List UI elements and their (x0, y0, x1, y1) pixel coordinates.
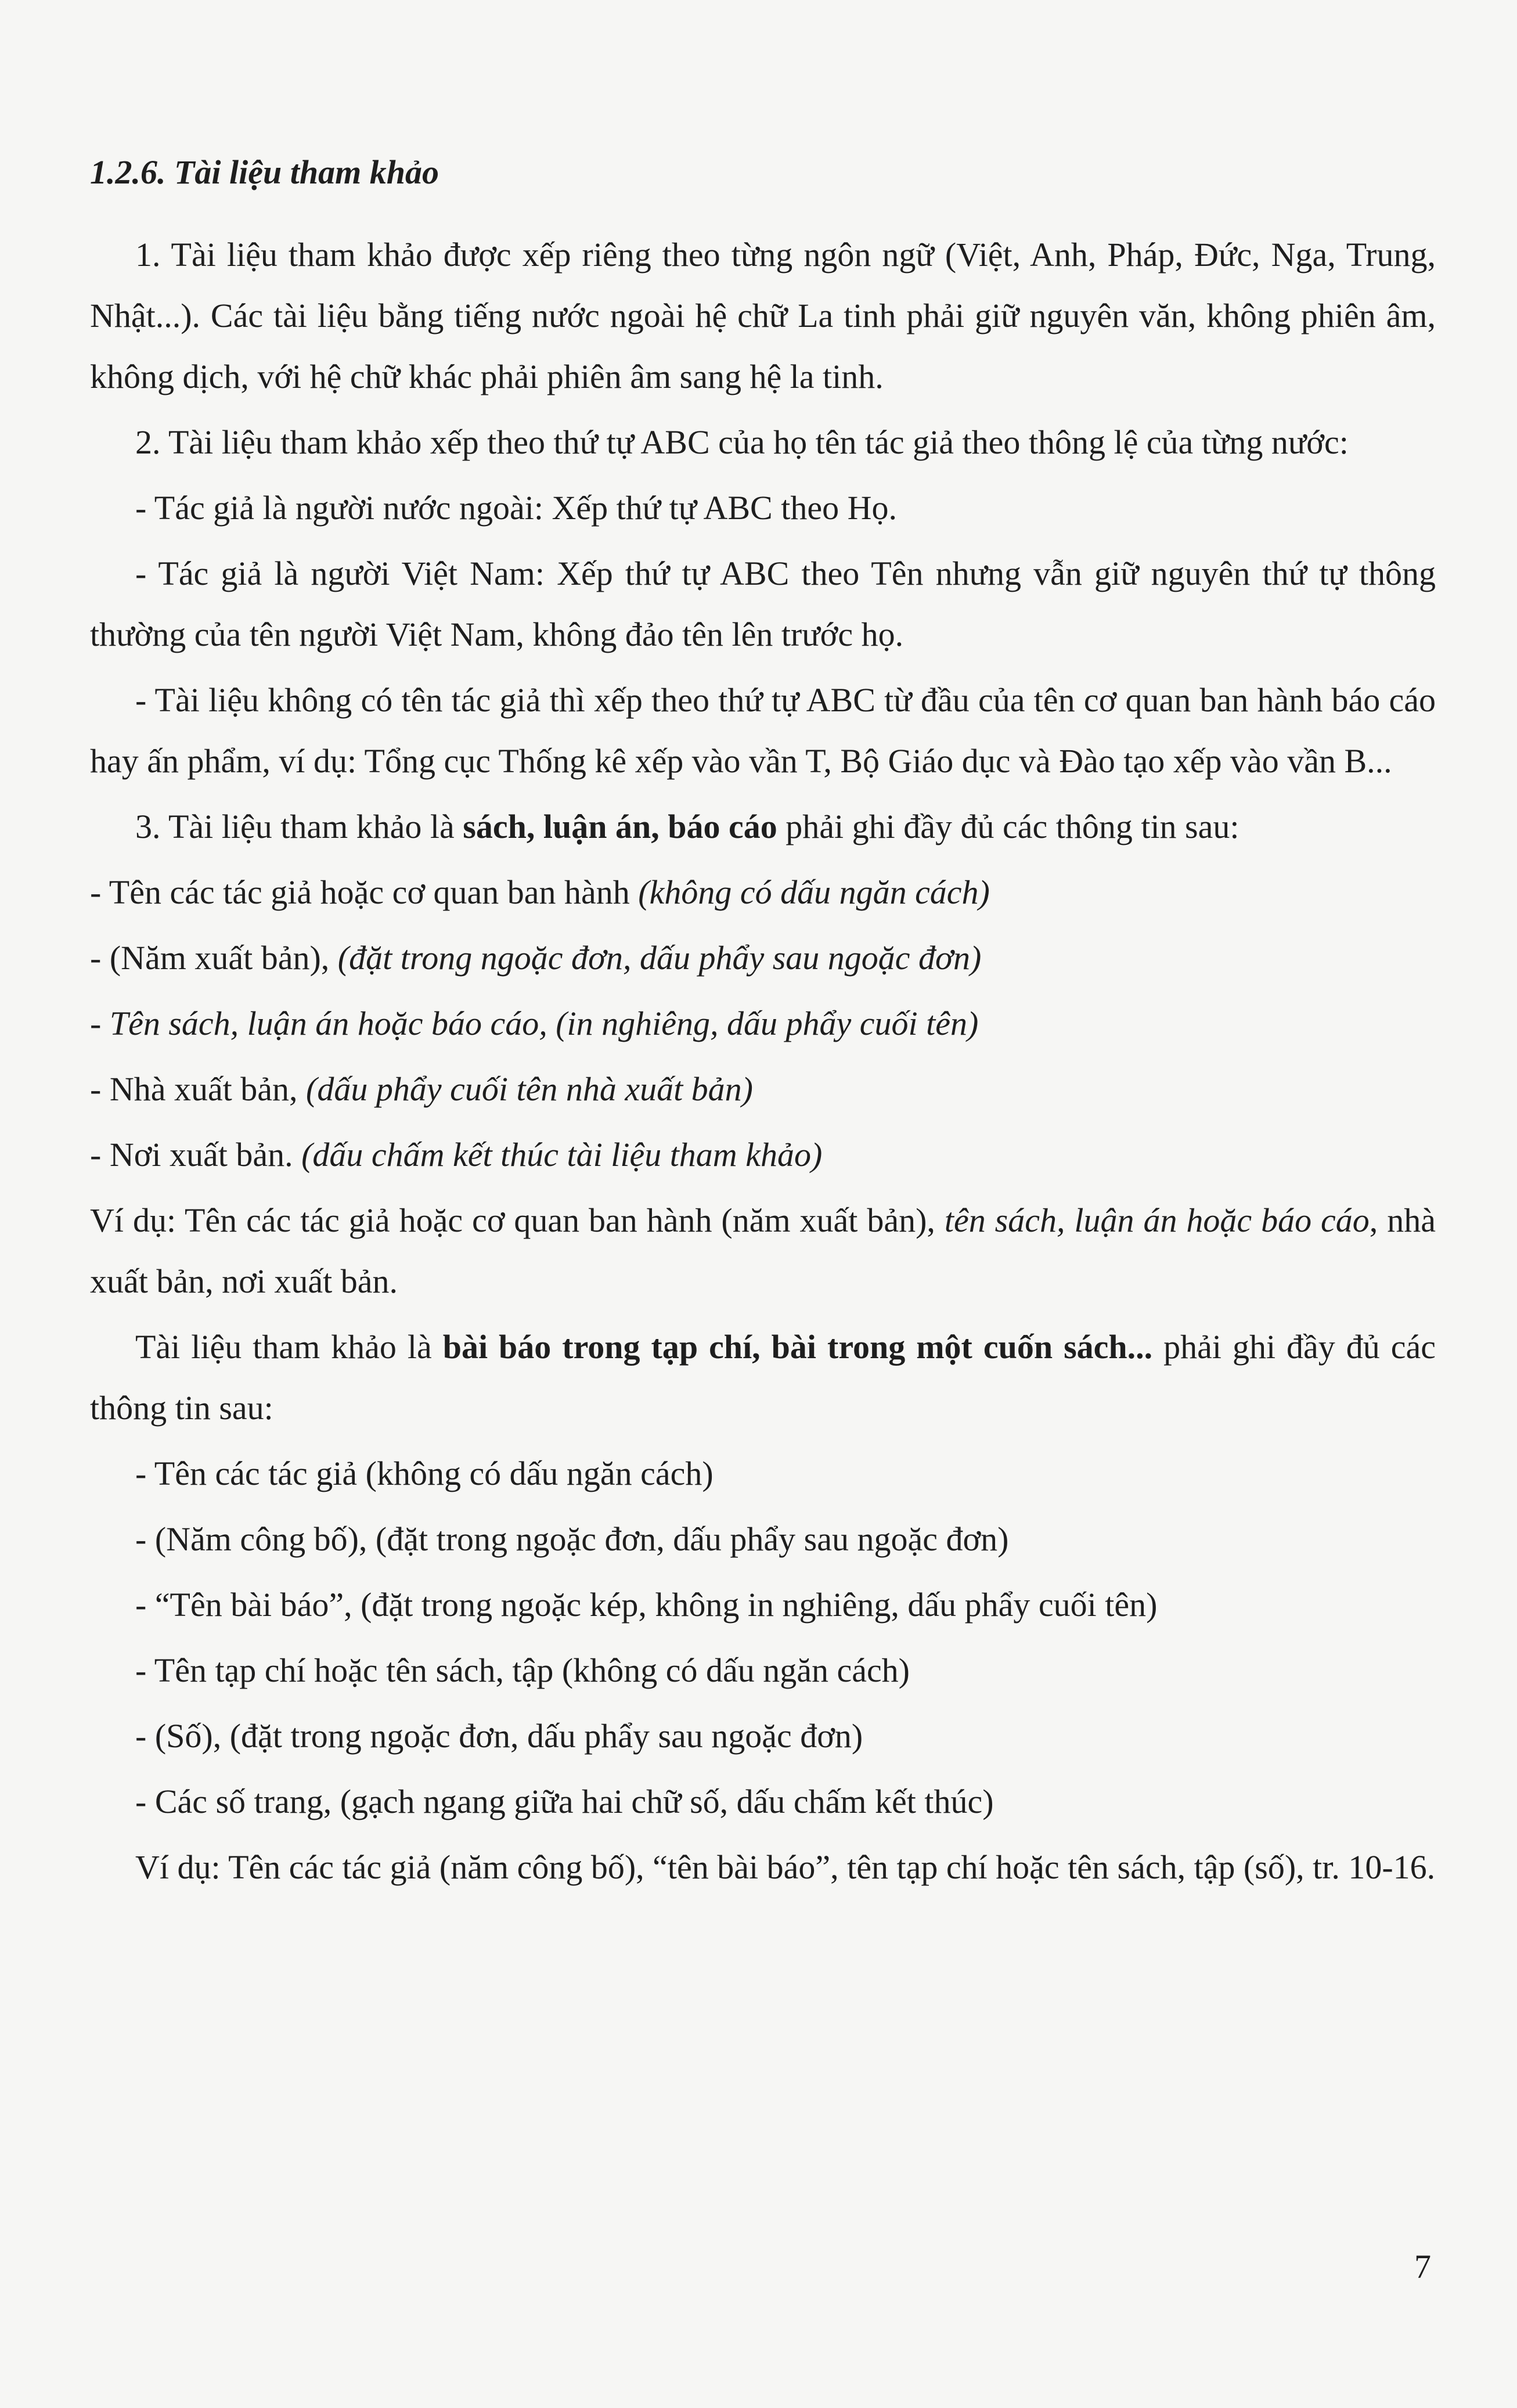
text-run: 3. Tài liệu tham khảo là (135, 807, 463, 845)
text-run: Tài liệu tham khảo là (135, 1327, 443, 1366)
paragraph-1: 1. Tài liệu tham khảo được xếp riêng theo từng ngôn ngữ (Việt, Anh, Pháp, Đức, Nga, Trung, Nhật...). Các tài liệu bằng tiếng nước ngoài hệ chữ La tinh phải giữ nguyên văn, không phiên âm, không dịch, với hệ chữ khác phải phiên âm sang hệ la tinh. (90, 235, 1436, 395)
list-item (90, 927, 1436, 988)
text-run: - Nơi xuất bản. (90, 1135, 302, 1174)
section-heading: 1.2.6. Tài liệu tham khảo (90, 153, 439, 191)
list-item (90, 1059, 1436, 1120)
list-item: - (Năm công bố), (đặt trong ngoặc đơn, dấu phẩy sau ngoặc đơn) (135, 1520, 1009, 1558)
italic-text: (đặt trong ngoặc đơn, dấu phẩy sau ngoặc đơn) (337, 938, 982, 977)
italic-text: Tên sách, luận án hoặc báo cáo, (in nghiêng, dấu phẩy cuối tên) (109, 1004, 979, 1042)
list-item: - Tác giả là người nước ngoài: Xếp thứ tự ABC theo Họ. (135, 488, 897, 527)
text-run: - (90, 1004, 110, 1042)
text-run: - Tên các tác giả hoặc cơ quan ban hành (90, 873, 639, 911)
example-1 (90, 1190, 1436, 1312)
text-run: - (Năm xuất bản), (90, 938, 338, 977)
text-run: - Nhà xuất bản, (90, 1070, 307, 1108)
page-number: 7 (1414, 2248, 1431, 2285)
paragraph-4 (90, 1316, 1436, 1438)
list-item (90, 1124, 1436, 1185)
text-run: , nhà xuất bản, nơi xuất bản. (90, 1201, 1436, 1300)
paragraph-3 (90, 796, 1436, 857)
example-2: Ví dụ: Tên các tác giả (năm công bố), “tên bài báo”, tên tạp chí hoặc tên sách, tập (số), tr. 10-16. (135, 1848, 1436, 1886)
list-item: - Tên các tác giả (không có dấu ngăn cách) (135, 1454, 714, 1492)
italic-text: tên sách, luận án hoặc báo cáo (944, 1201, 1370, 1239)
italic-text: (dấu chấm kết thúc tài liệu tham khảo) (301, 1135, 823, 1174)
list-item (90, 993, 1436, 1054)
bold-text: bài báo trong tạp chí, bài trong một cuốn sách... (442, 1327, 1153, 1366)
list-item (90, 862, 1436, 923)
list-item: - (Số), (đặt trong ngoặc đơn, dấu phẩy sau ngoặc đơn) (135, 1716, 863, 1755)
list-item: - Tên tạp chí hoặc tên sách, tập (không có dấu ngăn cách) (135, 1651, 910, 1689)
list-item: - “Tên bài báo”, (đặt trong ngoặc kép, không in nghiêng, dấu phẩy cuối tên) (135, 1585, 1158, 1624)
text-run: phải ghi đầy đủ các thông tin sau: (777, 807, 1239, 845)
list-item: - Tác giả là người Việt Nam: Xếp thứ tự ABC theo Tên nhưng vẫn giữ nguyên thứ tự thông thường của tên người Việt Nam, không đảo tên lên trước họ. (90, 554, 1436, 653)
list-item: - Các số trang, (gạch ngang giữa hai chữ số, dấu chấm kết thúc) (135, 1782, 994, 1820)
italic-text: (dấu phẩy cuối tên nhà xuất bản) (306, 1070, 753, 1108)
text-run: Ví dụ: Tên các tác giả hoặc cơ quan ban hành (năm xuất bản), (90, 1201, 945, 1239)
italic-text: (không có dấu ngăn cách) (638, 873, 990, 911)
paragraph-2: 2. Tài liệu tham khảo xếp theo thứ tự ABC của họ tên tác giả theo thông lệ của từng nước: (135, 423, 1349, 461)
bold-text: sách, luận án, báo cáo (463, 807, 777, 845)
text-run: phải ghi đầy đủ các thông tin sau: (90, 1327, 1436, 1427)
list-item: - Tài liệu không có tên tác giả thì xếp theo thứ tự ABC từ đầu của tên cơ quan ban hành báo cáo hay ấn phẩm, ví dụ: Tổng cục Thống kê xếp vào vần T, Bộ Giáo dục và Đào tạo xếp vào vần B... (90, 681, 1436, 780)
